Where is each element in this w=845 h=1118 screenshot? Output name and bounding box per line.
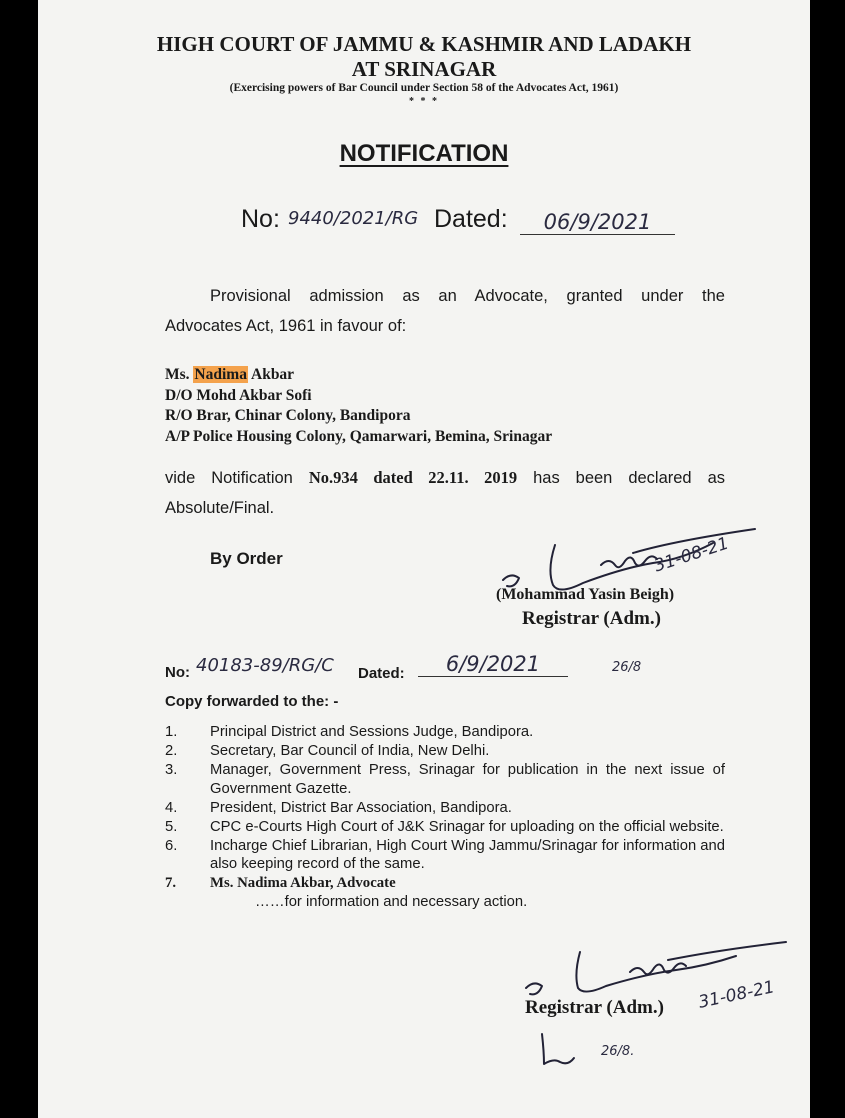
list-item: 1. Principal District and Sessions Judge, Bandipora. xyxy=(165,724,534,740)
notification-title: NOTIFICATION xyxy=(339,140,509,167)
copy-forwarded-label: Copy forwarded to the: - xyxy=(165,693,339,710)
by-order-label: By Order xyxy=(210,549,283,568)
initial-mark xyxy=(538,1030,598,1070)
reference-no-label: No: xyxy=(241,205,280,233)
copy-forwarded-list xyxy=(165,723,725,911)
copy-no-value: 40183-89/RG/C xyxy=(196,655,334,676)
document-page xyxy=(38,0,810,1118)
initial-2-date: 26/8. xyxy=(601,1044,635,1059)
highlighted-first-name: Nadima xyxy=(194,366,247,383)
copy-no-label: No: xyxy=(165,664,190,681)
footer-designation: Registrar (Adm.) xyxy=(525,997,664,1018)
list-item: 7. Ms. Nadima Akbar, Advocate xyxy=(165,875,396,891)
court-powers-subheading: (Exercising powers of Bar Council under Section 58 of the Advocates Act, 1961) xyxy=(229,82,619,94)
para2-before: vide Notification xyxy=(165,469,293,487)
list-item: 3. Manager, Government Press, Srinagar for publication in the next issue of Government Gazette. xyxy=(165,762,725,797)
paragraph-2-line-1 xyxy=(165,463,725,493)
address-line-name xyxy=(165,366,294,384)
list-item: 2. Secretary, Bar Council of India, New Delhi. xyxy=(165,743,490,759)
copy-tail-text: ……for information and necessary action. xyxy=(255,893,528,910)
header-stars: * * * xyxy=(409,96,439,107)
list-item: 6. Incharge Chief Librarian, High Court Wing Jammu/Srinagar for information and also keeping record of the same. xyxy=(165,837,725,872)
para2-after: has been declared as xyxy=(533,469,725,487)
copy-dated-value: 6/9/2021 xyxy=(418,652,568,677)
reference-dated-value: 06/9/2021 xyxy=(520,210,675,235)
court-name-heading: HIGH COURT OF JAMMU & KASHMIR AND LADAKH xyxy=(156,32,692,56)
signatory-name: (Mohammad Yasin Beigh) xyxy=(496,586,675,603)
list-item: 4. President, District Bar Association, Bandipora. xyxy=(165,799,512,816)
reference-no-value: 9440/2021/RG xyxy=(288,208,419,229)
address-line-residence: R/O Brar, Chinar Colony, Bandipora xyxy=(165,407,411,424)
signatory-designation: Registrar (Adm.) xyxy=(522,608,661,629)
para2-notification-no: No.934 dated 22.11. 2019 xyxy=(308,468,518,487)
reference-dated-label: Dated: xyxy=(434,205,508,233)
copy-dated-label: Dated: xyxy=(358,665,405,682)
court-location-heading: AT SRINAGAR xyxy=(351,57,497,81)
last-name: Akbar xyxy=(251,366,295,383)
paragraph-1-line-1: Provisional admission as an Advocate, granted under the xyxy=(210,287,725,305)
paragraph-2-line-2: Absolute/Final. xyxy=(165,499,275,517)
signature-2-date: 31-08-21 xyxy=(696,977,777,1013)
address-line-present: A/P Police Housing Colony, Qamarwari, Bemina, Srinagar xyxy=(165,428,553,445)
signature-1-date: 31-08-21 xyxy=(651,533,732,577)
name-prefix: Ms. xyxy=(165,366,190,383)
address-line-parent: D/O Mohd Akbar Sofi xyxy=(165,387,312,404)
initial-1-date: 26/8 xyxy=(612,660,642,675)
paragraph-1-line-2: Advocates Act, 1961 in favour of: xyxy=(165,317,407,335)
list-item: 5. CPC e-Courts High Court of J&K Srinagar for uploading on the official website. xyxy=(165,818,724,835)
